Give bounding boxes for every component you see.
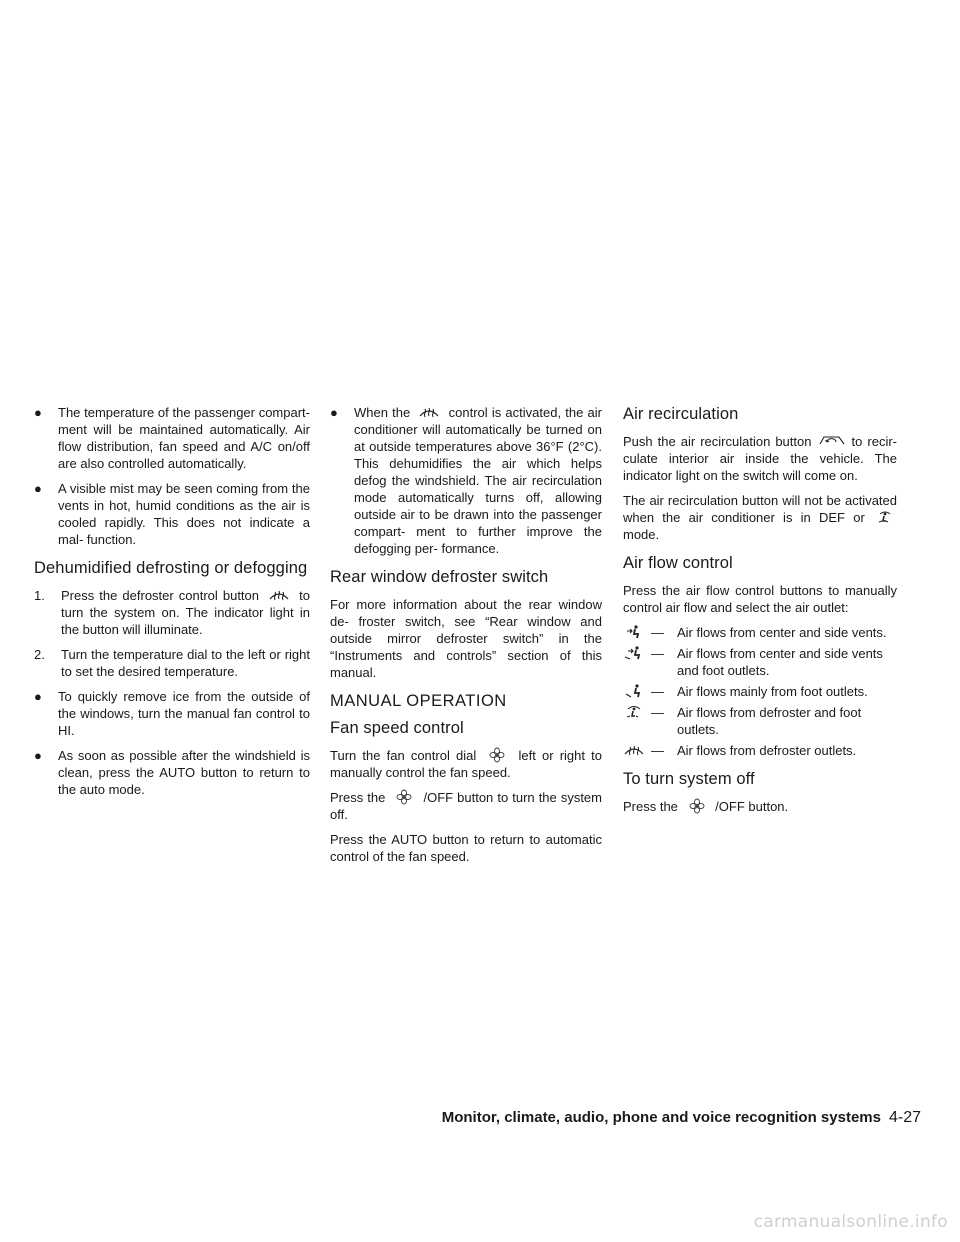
defrost-foot-icon (873, 509, 897, 525)
column-middle (330, 404, 602, 873)
fan-icon (482, 747, 512, 763)
fan-icon (682, 798, 712, 814)
defrost-foot-icon (623, 704, 651, 721)
air-flow-item: — Air flows mainly from foot outlets. (623, 683, 897, 700)
bullet-item: ● When the control is activated, the air conditioner will automatically be turned on at outside temperatures above 36°F (2°C). This dehumidifies the air which helps defog the windshield. The air recirculation mode automatically turns off, allowing outside air to be drawn into the passenger compart- ment to further improve the defogging per- formance. (330, 405, 602, 556)
air-flow-item: — Air flows from defroster and foot outlets. (623, 704, 897, 738)
watermark: carmanualsonline.info (753, 1212, 948, 1232)
recirc-text: Push the air recirculation button to recir- culate interior air inside the vehicle. The indicator light on the switch will come on. (623, 434, 897, 483)
bullet-item: ● To quickly remove ice from the outside of the windows, turn the manual fan control to HI. (34, 689, 310, 738)
section-heading-air-flow: Air flow control (623, 554, 733, 572)
recirculation-icon (817, 433, 847, 449)
step-2: 2. Turn the temperature dial to the left or right to set the desired temperature. (34, 647, 310, 679)
section-heading-fan-speed: Fan speed control (330, 719, 464, 737)
defrost-icon (414, 404, 444, 420)
section-heading-air-recirculation: Air recirculation (623, 405, 739, 423)
air-flow-item: — Air flows from center and side vents. (623, 624, 897, 641)
rear-defroster-text: For more information about the rear window de- froster switch, see “Rear window and outside mirror defroster switch” in the “Instruments and controls” section of this manual. (330, 597, 602, 680)
recirc-text-2: The air recirculation button will not be activated when the air conditioner is in DEF or mode. (623, 493, 897, 542)
section-heading-turn-off: To turn system off (623, 770, 755, 788)
vent-bilevel-icon (623, 645, 651, 662)
bullet-item: ● As soon as possible after the windshield is clean, press the AUTO button to return to the auto mode. (34, 748, 310, 797)
footer-title: Monitor, climate, audio, phone and voice recognition systems (441, 1109, 881, 1126)
auto-text: Press the AUTO button to return to automatic control of the fan speed. (330, 832, 602, 864)
section-heading-manual-operation: MANUAL OPERATION (330, 692, 507, 710)
bullet-item: ● The temperature of the passenger compart- ment will be maintained automatically. Air flow distribution, fan speed and A/C on/off are also controlled automatically. (34, 405, 310, 471)
fan-icon (389, 789, 419, 805)
vent-foot-icon (623, 683, 651, 700)
section-heading-dehumidified: Dehumidified defrosting or defogging (34, 559, 308, 577)
defrost-icon (264, 587, 294, 603)
turn-off-text: Press the /OFF button. (623, 799, 789, 814)
page-footer (442, 1109, 921, 1127)
fan-speed-text: Turn the fan control dial left or right to manually control the fan speed. (330, 748, 602, 780)
air-flow-item: — Air flows from defroster outlets. (623, 742, 897, 759)
vent-face-icon (623, 624, 651, 641)
bullet-item: ● A visible mist may be seen coming from the vents in hot, humid conditions as the air is cooled rapidly. This does not indicate a mal- function. (34, 481, 310, 547)
air-flow-item: — Air flows from center and side vents and foot outlets. (623, 645, 897, 679)
column-left (34, 404, 310, 806)
defrost-icon (623, 742, 651, 759)
column-right (623, 404, 897, 823)
fan-off-text: Press the /OFF button to turn the system off. (330, 790, 602, 822)
air-flow-intro: Press the air flow control buttons to manually control air flow and select the air outlet: (623, 583, 897, 615)
page-number: 4-27 (888, 1109, 921, 1126)
step-1: 1. Press the defroster control button to turn the system on. The indicator light in the button will illuminate. (34, 588, 310, 637)
section-heading-rear-defroster: Rear window defroster switch (330, 568, 549, 586)
